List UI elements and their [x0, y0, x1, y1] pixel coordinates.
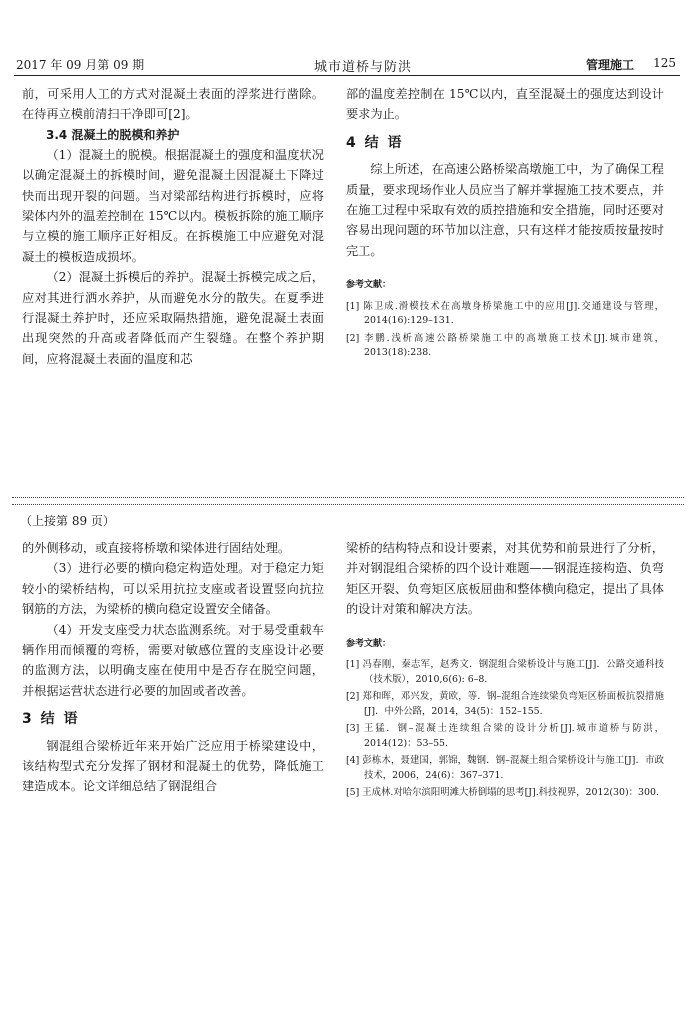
- section-heading: 4 结 语: [346, 134, 404, 151]
- paragraph: （4）开发支座受力状态监测系统。对于易受重载车辆作用而倾覆的弯桥，需要对敏感位置的支座设计必要的监测方法，以明确支座在使用中是否存在脱空问题，并根据运营状态进行必要的加固或者改善。: [22, 622, 324, 698]
- reference-item: [2] 李鹏.浅析高速公路桥梁施工中的高墩施工技术[J].城市建筑，2013(18):238.: [346, 332, 664, 359]
- paragraph: 梁桥的结构特点和设计要素，对其优势和前景进行了分析，并对钢混组合梁桥的四个设计难题——钢混连接构造、负弯矩区开裂、负弯矩区底板屈曲和整体横向稳定，提出了具体的设计对策和解决方法。: [346, 541, 664, 617]
- page-header: [14, 56, 678, 74]
- paragraph: （2）混凝土拆模后的养护。混凝土拆模完成之后，应对其进行洒水养护，从而避免水分的散失。在夏季进行混凝土养护时，还应采取隔热措施，避免混凝土表面出现突然的升高或者降低而产生裂缝。在整个养护期间，应将混凝土表面的温度和芯: [22, 270, 324, 366]
- issue-date: 2017 年 09 月第 09 期: [16, 58, 145, 72]
- paragraph: 的外侧移动，或直接将桥墩和梁体进行固结处理。: [22, 541, 291, 555]
- references-title: 参考文献：: [346, 638, 392, 649]
- article-divider: [12, 497, 684, 505]
- reference-item: [3] 王猛．钢–混凝土连续组合梁的设计分析[J].城市道桥与防洪，2014(12)：53–55.: [346, 723, 664, 749]
- reference-item: [1] 陈卫成.滑模技术在高墩身桥梁施工中的应用[J].交通建设与管理，2014(16):129–131.: [346, 300, 664, 327]
- paragraph: 前，可采用人工的方式对混凝土表面的浮浆进行凿除。在待再立模前清扫干净即可[2]。: [22, 87, 324, 122]
- section-heading: 3 结 语: [22, 711, 80, 728]
- references-title: 参考文献：: [346, 280, 392, 291]
- paragraph: （3）进行必要的横向稳定构造处理。对于稳定力矩较小的梁桥结构，可以采用抗拉支座或者设置竖向抗拉钢筋的方法，为梁桥的横向稳定设置安全储备。: [22, 561, 324, 617]
- continued-note: （上接第 89 页）: [20, 514, 115, 528]
- page-number: 125: [653, 56, 676, 70]
- paragraph: 钢混组合梁桥近年来开始广泛应用于桥梁建设中，该结构型式充分发挥了钢材和混凝土的优势，降低施工建造成本。论文详细总结了钢混组合: [22, 738, 324, 794]
- paragraph: 部的温度差控制在 15℃以内，直至混凝土的强度达到设计要求为止。: [346, 87, 664, 122]
- header-rule: [14, 75, 680, 76]
- reference-item: [2] 郑和晖，邓兴发，黄欧，等．钢–混组合连续梁负弯矩区桥面板抗裂措施[J]．中外公路，2014，34(5)：152–155.: [346, 691, 664, 717]
- bottom-right-column: [346, 538, 664, 804]
- subsection-heading: 3.4 混凝土的脱模和养护: [46, 127, 180, 142]
- reference-item: [1] 冯春刚，秦志军，赵秀文．钢混组合梁桥设计与施工[J]．公路交通科技（技术版），2010,6(6): 6–8.: [346, 659, 664, 685]
- section-name: 管理施工: [585, 58, 634, 72]
- paragraph: （1）混凝土的脱模。根据混凝土的强度和温度状况以确定混凝土的拆模时间，避免混凝土因混凝土下降过快而出现开裂的问题。当对梁部结构进行拆模时，应将梁体内外的温差控制在 15℃以内。模板拆除的施工顺序与立模的施工顺序正好相反。在拆模施工中应避免对混凝土的模板造成损坏。: [22, 147, 324, 264]
- paragraph: 综上所述，在高速公路桥梁高墩施工中，为了确保工程质量，要求现场作业人员应当了解并掌握施工技术要点，并在施工过程中采取有效的质控措施和安全措施，同时还要对容易出现问题的环节加以注意，只有这样才能按质按量按时完工。: [346, 162, 664, 258]
- journal-title: 城市道桥与防洪: [314, 60, 413, 75]
- top-right-column: [346, 84, 664, 364]
- reference-item: [4] 彭栋木，聂建国，郭锦，魏钢．钢–混凝土组合梁桥设计与施工[J]．市政技术，2006，24(6)：367–371.: [346, 755, 664, 781]
- reference-item: [5] 王成林.对哈尔滨阳明滩大桥倒塌的思考[J].科技视界，2012(30)：300.: [346, 787, 659, 799]
- bottom-left-column: [22, 538, 324, 797]
- top-left-column: [22, 84, 324, 369]
